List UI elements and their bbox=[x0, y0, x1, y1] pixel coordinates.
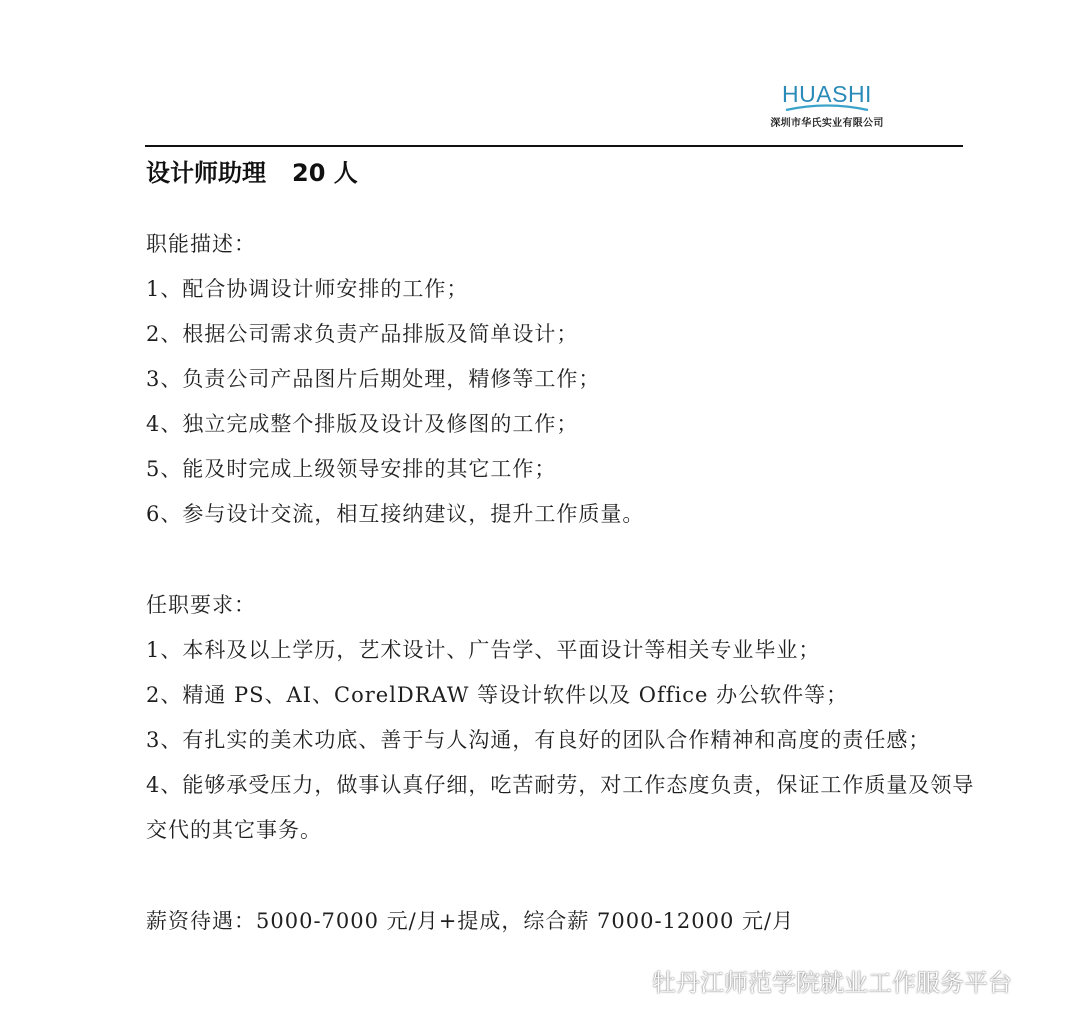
header-divider bbox=[145, 145, 963, 147]
duty-item: 5、能及时完成上级领导安排的其它工作； bbox=[146, 457, 557, 481]
logo-wordmark: HUASHI bbox=[782, 81, 872, 107]
duty-item: 3、负责公司产品图片后期处理，精修等工作； bbox=[146, 367, 601, 391]
duty-item: 2、根据公司需求负责产品排版及简单设计； bbox=[146, 322, 579, 346]
wechat-icon bbox=[612, 966, 646, 996]
company-logo bbox=[757, 82, 897, 129]
duty-item: 6、参与设计交流，相互接纳建议，提升工作质量。 bbox=[146, 502, 645, 526]
salary-line: 薪资待遇：5000-7000 元/月+提成，综合薪 7000-12000 元/月 bbox=[146, 909, 795, 933]
requirement-item: 3、有扎实的美术功底、善于与人沟通，有良好的团队合作精神和高度的责任感； bbox=[146, 728, 931, 752]
duties-heading: 职能描述： bbox=[146, 232, 256, 256]
job-description bbox=[146, 222, 976, 944]
requirement-item: 4、能够承受压力，做事认真仔细，吃苦耐劳，对工作态度负责，保证工作质量及领导交代的其它事务。 bbox=[146, 773, 975, 842]
job-headcount: 20 人 bbox=[292, 159, 358, 187]
section-spacer bbox=[146, 853, 976, 899]
duty-item: 4、独立完成整个排版及设计及修图的工作； bbox=[146, 412, 579, 436]
logo-company-name: 深圳市华氏实业有限公司 bbox=[770, 118, 884, 129]
requirement-item: 1、本科及以上学历，艺术设计、广告学、平面设计等相关专业毕业； bbox=[146, 638, 821, 662]
job-title-name: 设计师助理 bbox=[146, 159, 266, 187]
duty-item: 1、配合协调设计师安排的工作； bbox=[146, 277, 469, 301]
requirements-heading: 任职要求： bbox=[146, 593, 256, 617]
watermark bbox=[612, 963, 1012, 998]
requirement-item: 2、精通 PS、AI、CorelDRAW 等设计软件以及 Office 办公软件等； bbox=[146, 683, 849, 707]
job-title bbox=[146, 155, 358, 191]
watermark-text: 牡丹江师范学院就业工作服务平台 bbox=[652, 969, 1012, 997]
section-spacer bbox=[146, 537, 976, 583]
